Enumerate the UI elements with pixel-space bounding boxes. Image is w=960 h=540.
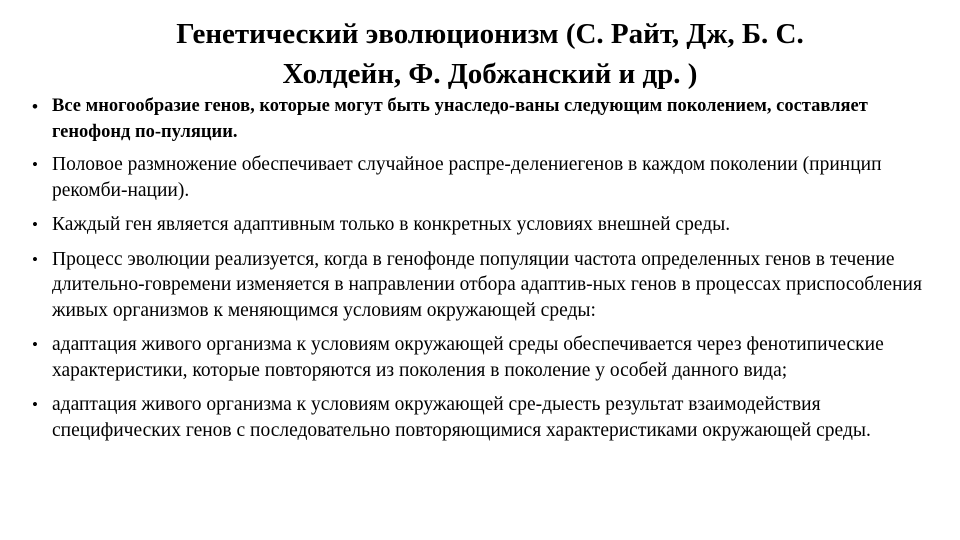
bullet-text: Процесс эволюции реализуется, когда в генофонде популяции частота определенных генов в течение длительно-говремени изменяется в направлении отбора адаптив-ных генов в процессах приспособления живых организмов к меняющимся условиям окружающей среды: xyxy=(52,248,922,321)
bullet-item xyxy=(32,152,937,203)
bullet-marker: • xyxy=(32,215,38,234)
bullet-item xyxy=(32,332,937,383)
slide-title xyxy=(60,14,920,94)
bullet-item xyxy=(32,212,937,238)
bullet-item xyxy=(32,94,937,145)
bullet-item xyxy=(32,392,937,443)
bullet-text: адаптация живого организма к условиям окружающей сре-дыесть результат взаимодействия специфических генов с последовательно повторяющимися характеристиками окружающей среды. xyxy=(52,394,871,441)
bullet-text: адаптация живого организма к условиям окружающей среды обеспечивается через фенотипические характеристики, которые повторяются из поколения в поколение у особей данного вида; xyxy=(52,334,884,381)
bullet-text: Половое размножение обеспечивает случайное распре-делениегенов в каждом поколении (принцип рекомби-нации). xyxy=(52,154,882,201)
bullet-marker: • xyxy=(32,395,38,414)
bullet-marker: • xyxy=(32,155,38,174)
bullet-marker: • xyxy=(32,249,38,269)
bullet-item xyxy=(32,247,937,324)
bullet-marker: • xyxy=(32,97,38,116)
slide-title-line-1: Генетический эволюционизм (С. Райт, Дж, Б. С. xyxy=(176,18,804,50)
bullet-text: Все многообразие генов, которые могут быть унаследо-ваны следующим поколением, составляет генофонд по-пуляции. xyxy=(52,96,868,142)
bullet-text: Каждый ген является адаптивным только в конкретных условиях внешней среды. xyxy=(52,214,731,235)
bullet-list xyxy=(32,94,937,443)
slide-title-line-2: Холдейн, Ф. Добжанский и др. ) xyxy=(282,58,698,90)
bullet-marker: • xyxy=(32,335,38,354)
